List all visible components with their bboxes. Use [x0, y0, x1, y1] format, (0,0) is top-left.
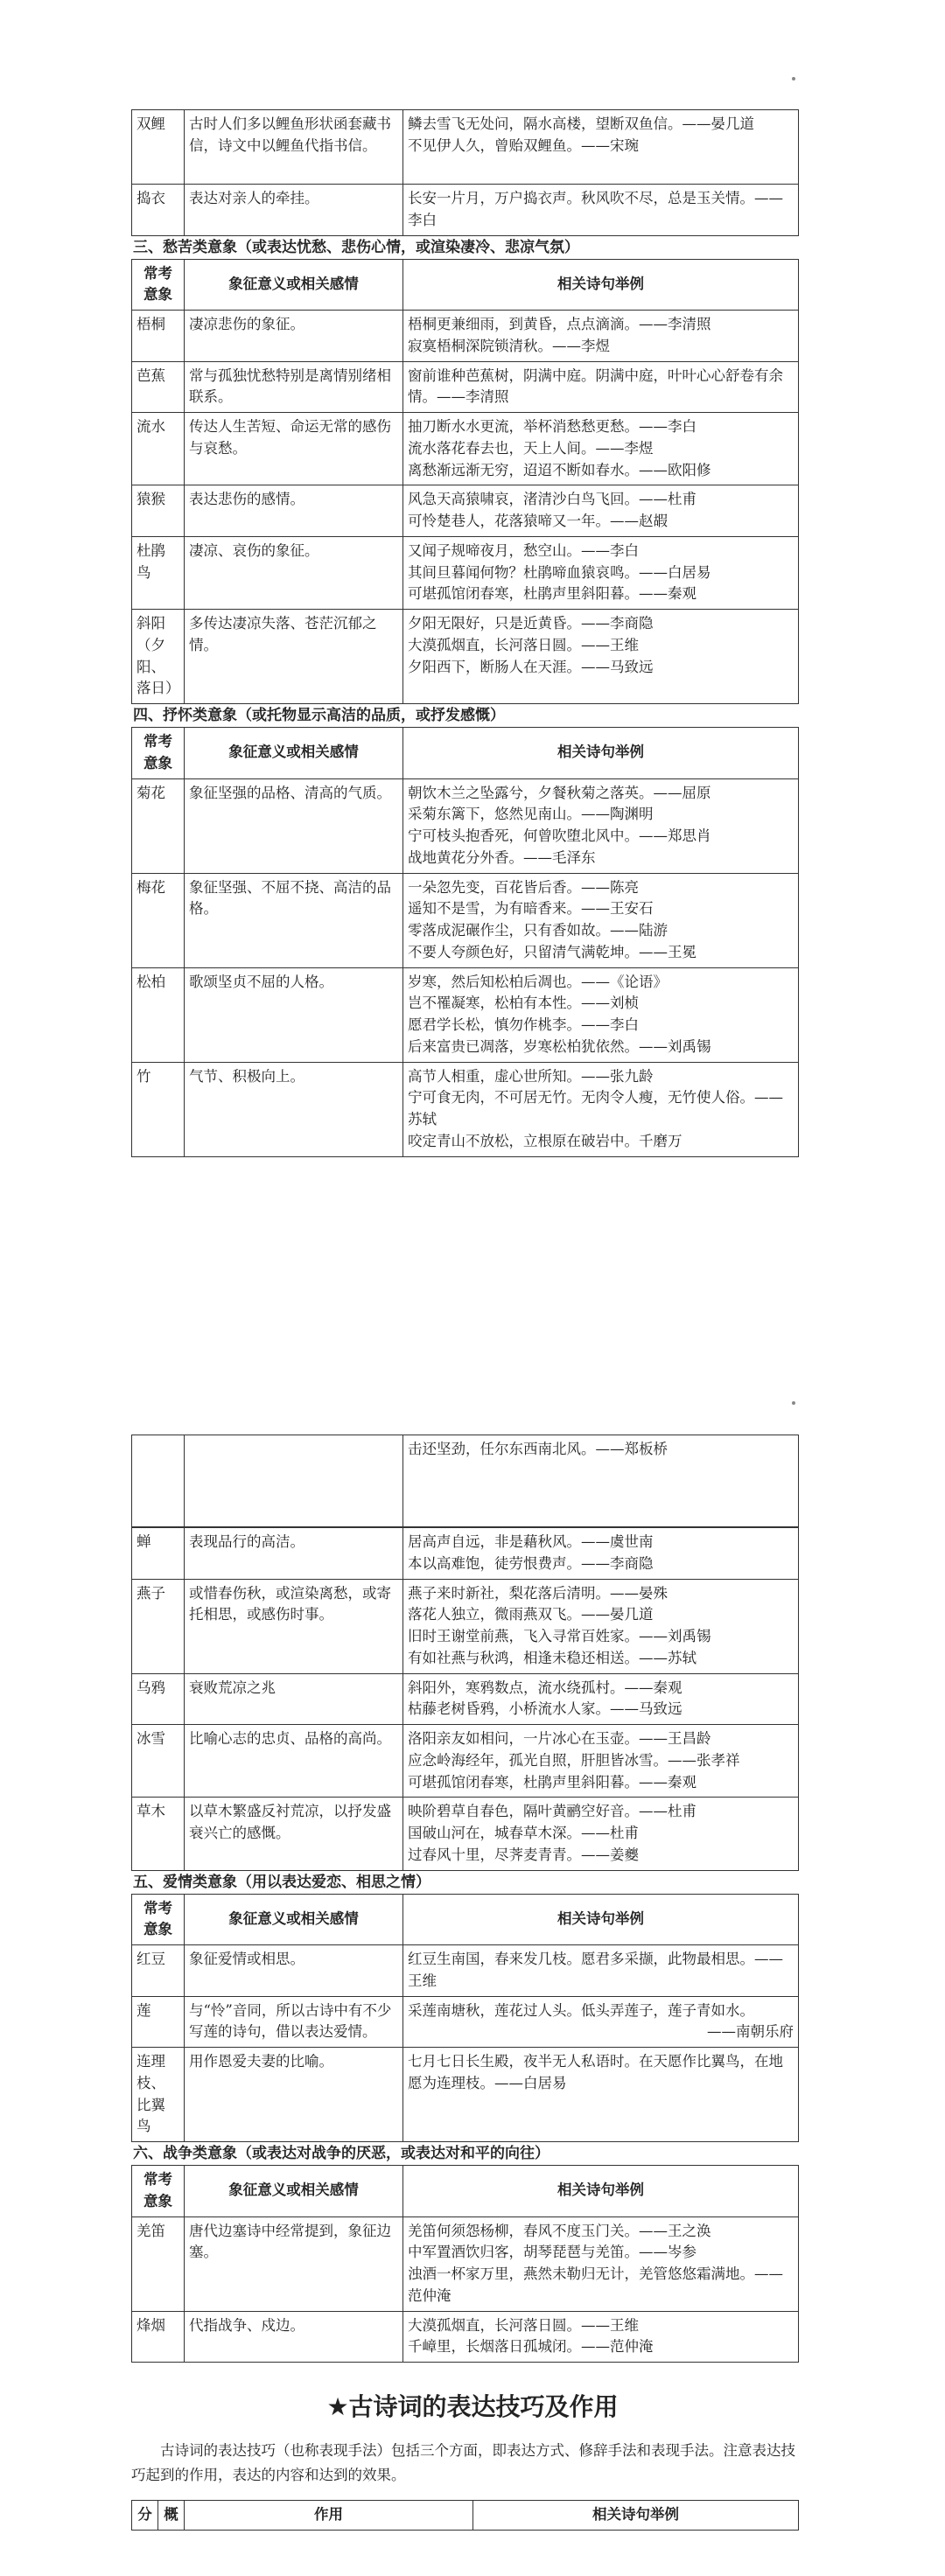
example-line: 应念岭海经年，孤光自照，肝胆皆冰雪。——张孝祥: [408, 1751, 740, 1769]
imagery-meaning: 常与孤独忧愁特别是离情别绪相联系。: [185, 361, 403, 413]
imagery-meaning: 衰败荒凉之兆: [185, 1673, 403, 1725]
imagery-examples: [403, 361, 799, 413]
column-header: 象征意义或相关感情: [185, 1894, 403, 1945]
imagery-examples: [403, 311, 799, 362]
header-row: [132, 728, 799, 779]
example-line: 洛阳亲友如相问，一片冰心在玉壶。——王昌龄: [408, 1730, 711, 1747]
imagery-term: 烽烟: [132, 2311, 185, 2363]
col-zuoyong: 作用: [185, 2501, 473, 2531]
example-line: 后来富贵已凋落，岁寒松柏犹依然。——刘禹锡: [408, 1037, 711, 1055]
example-line: 零落成泥碾作尘，只有香如故。——陆游: [408, 922, 668, 939]
example-line: 燕子来时新社，梨花落后清明。——晏殊: [408, 1584, 668, 1602]
example-line: 采莲南塘秋，莲花过人头。低头弄莲子，莲子青如水。: [408, 2001, 754, 2019]
imagery-term: 松柏: [132, 967, 185, 1062]
example-line: 有如社燕与秋鸿，相逢未稳还相送。——苏轼: [408, 1649, 696, 1666]
example-line: 落花人独立，微雨燕双飞。——晏几道: [408, 1606, 654, 1623]
imagery-meaning: 凄凉悲伤的象征。: [185, 311, 403, 362]
imagery-term: 连理枝、比翼鸟: [132, 2048, 185, 2142]
example-line: 可怜楚巷人，花落猿啼又一年。——赵嘏: [408, 513, 668, 529]
example-line: 长安一片月，万户捣衣声。秋风吹不尽，总是玉关情。——李白: [408, 190, 783, 228]
techniques-title: ★古诗词的表达技巧及作用: [326, 2392, 619, 2421]
table-row: [132, 1528, 799, 1580]
imagery-meaning: 古时人们多以鲤鱼形状函套藏书信，诗文中以鲤鱼代指书信。: [185, 110, 403, 185]
imagery-examples: [403, 1579, 799, 1673]
example-line: 红豆生南国，春来发几枝。愿君多采撷，此物最相思。——王维: [408, 1951, 783, 1989]
column-header: 相关诗句举例: [403, 2166, 799, 2217]
imagery-term: 莲: [132, 1996, 185, 2048]
imagery-examples: [403, 778, 799, 873]
imagery-examples: [403, 873, 799, 967]
table-row: [132, 1945, 799, 1997]
example-line: 过春风十里，尽荠麦青青。——姜夔: [408, 1846, 639, 1863]
table-row: [132, 2311, 799, 2363]
imagery-examples: [403, 2311, 799, 2363]
example-line: 一朵忽先变，百花皆后香。——陈亮: [408, 878, 639, 896]
example-line: 大漠孤烟直，长河落日圆。——王维: [408, 2316, 639, 2334]
table-row: [132, 185, 799, 236]
column-header: 象征意义或相关感情: [185, 728, 403, 779]
example-line: 可堪孤馆闭春寒，杜鹃声里斜阳暮。——秦观: [408, 585, 696, 603]
imagery-examples: [403, 485, 799, 537]
imagery-term: 羌笛: [132, 2216, 185, 2311]
section-title: 四、抒怀类意象（或托物显示高洁的品质，或抒发感慨）: [133, 707, 505, 724]
imagery-examples: [403, 2048, 799, 2142]
imagery-examples: [403, 1673, 799, 1725]
example-line: 映阶碧草自春色，隔叶黄鹂空好音。——杜甫: [408, 1803, 696, 1820]
imagery-examples: [403, 1528, 799, 1580]
table-row: [132, 485, 799, 537]
imagery-term: 燕子: [132, 1579, 185, 1673]
example-line: 咬定青山不放松，立根原在破岩中。千磨万: [408, 1132, 682, 1149]
imagery-table: [131, 259, 799, 705]
imagery-meaning: 或惜春伤秋，或渲染离愁，或寄托相思，或感伤时事。: [185, 1579, 403, 1673]
example-line: 岂不罹凝寒，松柏有本性。——刘桢: [408, 995, 639, 1012]
imagery-meaning: [185, 1435, 403, 1527]
example-line: 抽刀断水水更流，举杯消愁愁更愁。——李白: [408, 418, 696, 435]
col-gai: 概: [158, 2501, 185, 2531]
example-line: 寂寞梧桐深院锁清秋。——李煜: [408, 337, 610, 354]
example-line: 夕阳无限好，只是近黄昏。——李商隐: [408, 615, 654, 632]
table-row: [132, 873, 799, 967]
table-row: [132, 1725, 799, 1798]
example-line: 朝饮木兰之坠露兮，夕餐秋菊之落英。——屈原: [408, 784, 711, 801]
imagery-table: [131, 1527, 799, 1871]
example-line: 风急天高猿啸哀，渚清沙白鸟飞回。——杜甫: [408, 491, 696, 508]
imagery-term: 梧桐: [132, 311, 185, 362]
imagery-term: 斜阳（夕阳、落日）: [132, 610, 185, 704]
table-row: [132, 1435, 799, 1527]
imagery-term: 红豆: [132, 1945, 185, 1997]
example-line: 离愁渐远渐无穷，迢迢不断如春水。——欧阳修: [408, 461, 711, 478]
imagery-term: 草木: [132, 1798, 185, 1870]
techniques-table: [131, 2500, 799, 2531]
imagery-examples: 击还坚劲，任尔东西南北风。——郑板桥: [403, 1435, 799, 1527]
table-row: [132, 2216, 799, 2311]
imagery-meaning: 与“怜”音同，所以古诗中有不少写莲的诗句，借以表达爱情。: [185, 1996, 403, 2048]
imagery-meaning: 象征坚强的品格、清高的气质。: [185, 778, 403, 873]
example-line: 梧桐更兼细雨，到黄昏，点点滴滴。——李清照: [408, 316, 711, 332]
imagery-term: 芭蕉: [132, 361, 185, 413]
example-line: 愿君学长松，慎勿作桃李。——李白: [408, 1016, 639, 1033]
example-line: 千嶂里，长烟落日孤城闭。——范仲淹: [408, 2338, 654, 2356]
column-header: 象征意义或相关感情: [185, 2166, 403, 2217]
imagery-examples: [403, 185, 799, 236]
example-line: 高节人相重，虚心世所知。——张九龄: [408, 1067, 654, 1085]
imagery-term: 双鲤: [132, 110, 185, 185]
example-line: 不见伊人久，曾贻双鲤鱼。——宋琬: [408, 136, 639, 154]
imagery-meaning: 唐代边塞诗中经常提到，象征边塞。: [185, 2216, 403, 2311]
scan-dot: [792, 1401, 795, 1405]
example-line: 遥知不是雪，为有暗香来。——王安石: [408, 900, 654, 918]
imagery-meaning: 比喻心志的忠贞、品格的高尚。: [185, 1725, 403, 1798]
imagery-examples: [403, 967, 799, 1062]
header-row: [132, 1894, 799, 1945]
imagery-term: 竹: [132, 1062, 185, 1156]
imagery-examples: [403, 1945, 799, 1997]
example-line: 中军置酒饮归客，胡琴琵琶与羌笛。——岑参: [408, 2244, 696, 2261]
imagery-examples: [403, 1798, 799, 1870]
imagery-term: 杜鹃鸟: [132, 536, 185, 609]
table-row: [132, 110, 799, 185]
continued-table: [131, 1435, 799, 1527]
column-header: 相关诗句举例: [403, 1894, 799, 1945]
header-row: [132, 2166, 799, 2217]
imagery-examples: [403, 536, 799, 609]
imagery-meaning: 歌颂坚贞不屈的人格。: [185, 967, 403, 1062]
imagery-meaning: 以草木繁盛反衬荒凉，以抒发盛衰兴亡的感慨。: [185, 1798, 403, 1870]
imagery-term: 冰雪: [132, 1725, 185, 1798]
table-row: [132, 311, 799, 362]
table-row: [132, 361, 799, 413]
example-line: 羌笛何须怨杨柳，春风不度玉门关。——王之涣: [408, 2222, 711, 2239]
section-title: 三、愁苦类意象（或表达忧愁、悲伤心情，或渲染凄冷、悲凉气氛）: [133, 238, 579, 256]
imagery-term: 捣衣: [132, 185, 185, 236]
imagery-examples: [403, 2216, 799, 2311]
example-line: 宁可食无肉，不可居无竹。无肉令人瘦，无竹使人俗。——苏轼: [408, 1089, 783, 1127]
techniques-intro: 古诗词的表达技巧（也称表现手法）包括三个方面，即表达方式、修辞手法和表现手法。注意表达技巧起到的作用，表达的内容和达到的效果。: [131, 2442, 795, 2484]
col-examples: 相关诗句举例: [473, 2501, 799, 2531]
col-fen: 分: [132, 2501, 158, 2531]
imagery-term: [132, 1435, 185, 1527]
imagery-term: 猿猴: [132, 485, 185, 537]
imagery-meaning: 象征爱情或相思。: [185, 1945, 403, 1997]
scan-dot: [792, 77, 795, 80]
imagery-meaning: 多传达凄凉失落、苍茫沉郁之情。: [185, 610, 403, 704]
example-line: 大漠孤烟直，长河落日圆。——王维: [408, 636, 639, 653]
column-header: 常考意象: [132, 2166, 185, 2217]
table-row: [132, 1798, 799, 1870]
column-header: 常考意象: [132, 1894, 185, 1945]
example-line: 本以高难饱，徒劳恨费声。——李商隐: [408, 1554, 654, 1572]
example-line: 宁可枝头抱香死，何曾吹堕北风中。——郑思肖: [408, 827, 711, 844]
page-two: [131, 1435, 798, 2363]
table-row: [132, 967, 799, 1062]
table-row: [132, 610, 799, 704]
example-line: 不要人夸颜色好，只留清气满乾坤。——王冕: [408, 943, 696, 960]
imagery-meaning: 表达悲伤的感情。: [185, 485, 403, 537]
column-header: 象征意义或相关感情: [185, 259, 403, 311]
header-row: [132, 259, 799, 311]
column-header: 相关诗句举例: [403, 728, 799, 779]
example-line: 浊酒一杯家万里，燕然未勒归无计，羌管悠悠霜满地。——范仲淹: [408, 2265, 783, 2304]
imagery-meaning: 表现品行的高洁。: [185, 1528, 403, 1580]
imagery-meaning: 代指战争、戍边。: [185, 2311, 403, 2363]
example-line: 又闻子规啼夜月，愁空山。——李白: [408, 541, 639, 559]
imagery-meaning: 象征坚强、不屈不挠、高洁的品格。: [185, 873, 403, 967]
table-row: [132, 536, 799, 609]
imagery-examples: [403, 610, 799, 704]
imagery-table: [131, 1894, 799, 2143]
continued-table: [131, 109, 799, 236]
example-line: 国破山河在，城春草木深。——杜甫: [408, 1825, 639, 1841]
section-title: 六、战争类意象（或表达对战争的厌恶，或表达对和平的向往）: [133, 2145, 550, 2162]
section-title: 五、爱情类意象（用以表达爱恋、相思之情）: [133, 1873, 430, 1891]
imagery-meaning: 凄凉、哀伤的象征。: [185, 536, 403, 609]
example-line: 居高声自远，非是藉秋风。——虞世南: [408, 1533, 654, 1550]
example-line: 鳞去雪飞无处问，隔水高楼，望断双鱼信。——晏几道: [408, 115, 754, 132]
table-row: [132, 1579, 799, 1673]
table-row: [132, 1996, 799, 2048]
imagery-examples: [403, 413, 799, 485]
imagery-term: 梅花: [132, 873, 185, 967]
imagery-examples: [403, 1996, 799, 2048]
imagery-term: 流水: [132, 413, 185, 485]
example-line: 窗前谁种芭蕉树，阴满中庭。阴满中庭，叶叶心心舒卷有余情。——李清照: [408, 367, 783, 406]
imagery-meaning: 气节、积极向上。: [185, 1062, 403, 1156]
example-line: 岁寒，然后知松柏后凋也。——《论语》: [408, 973, 668, 990]
imagery-term: 乌鸦: [132, 1673, 185, 1725]
example-line: ——南朝乐府: [707, 2023, 794, 2041]
example-line: 枯藤老树昏鸦，小桥流水人家。——马致远: [408, 1700, 682, 1718]
example-line: 流水落花春去也，天上人间。——李煜: [408, 439, 654, 457]
table-row: [132, 413, 799, 485]
imagery-meaning: 传达人生苦短、命运无常的感伤与哀愁。: [185, 413, 403, 485]
example-line: 其间旦暮闻何物？杜鹃啼血猿哀鸣。——白居易: [408, 563, 711, 581]
imagery-examples: [403, 110, 799, 185]
imagery-table: [131, 2165, 799, 2363]
example-line: 旧时王谢堂前燕，飞入寻常百姓家。——刘禹锡: [408, 1628, 711, 1644]
imagery-examples: [403, 1062, 799, 1156]
table-row: [132, 1062, 799, 1156]
example-line: 斜阳外，寒鸦数点，流水绕孤村。——秦观: [408, 1679, 682, 1696]
imagery-meaning: 表达对亲人的牵挂。: [185, 185, 403, 236]
example-line: 采菊东篱下，悠然见南山。——陶渊明: [408, 806, 654, 823]
column-header: 常考意象: [132, 728, 185, 779]
imagery-examples: [403, 1725, 799, 1798]
column-header: 相关诗句举例: [403, 259, 799, 311]
imagery-term: 蝉: [132, 1528, 185, 1580]
example-line: 可堪孤馆闭春寒，杜鹃声里斜阳暮。——秦观: [408, 1773, 696, 1791]
example-line: 夕阳西下，断肠人在天涯。——马致远: [408, 658, 654, 675]
column-header: 常考意象: [132, 259, 185, 311]
imagery-meaning: 用作恩爱夫妻的比喻。: [185, 2048, 403, 2142]
example-line: 七月七日长生殿，夜半无人私语时。在天愿作比翼鸟，在地愿为连理枝。——白居易: [408, 2053, 783, 2091]
imagery-table: [131, 727, 799, 1157]
table-row: [132, 1673, 799, 1725]
table-row: [132, 2048, 799, 2142]
example-line: 战地黄花分外香。——毛泽东: [408, 848, 596, 866]
imagery-term: 菊花: [132, 778, 185, 873]
table-row: [132, 778, 799, 873]
page-one: [131, 109, 798, 1157]
